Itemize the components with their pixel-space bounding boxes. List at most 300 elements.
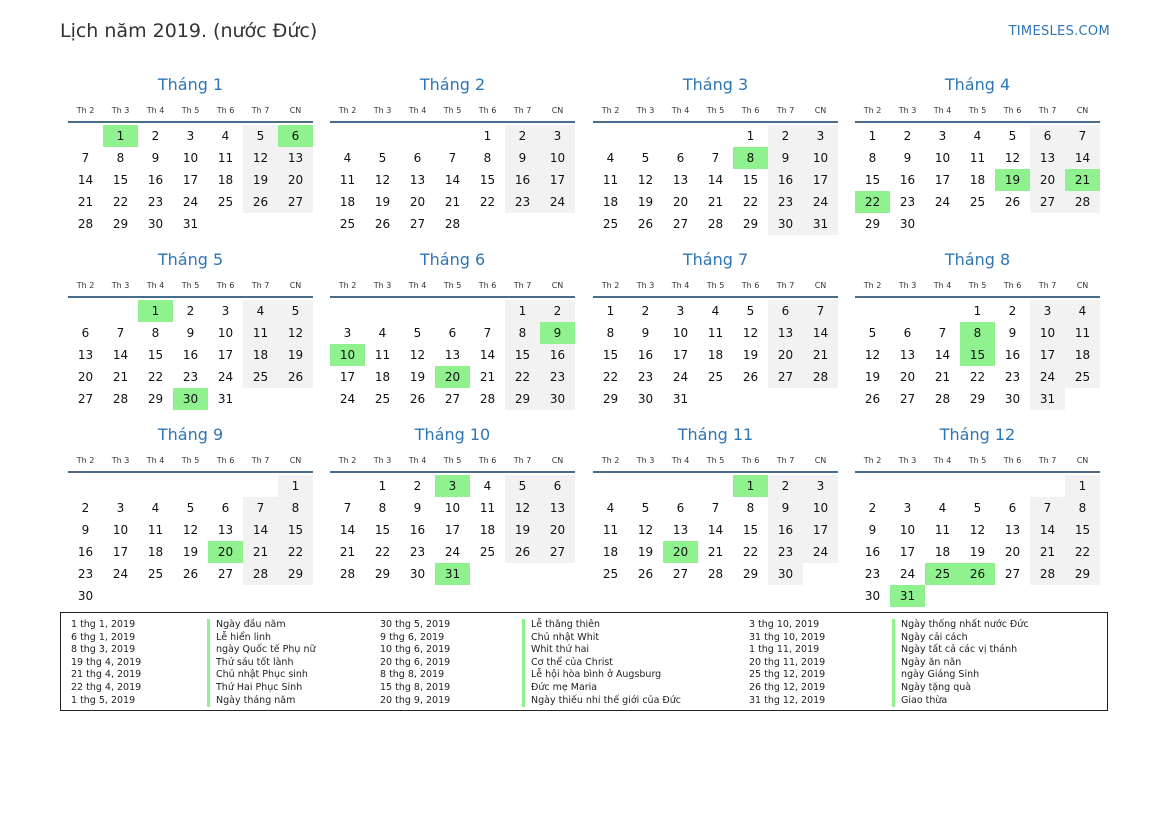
day-cell: 15 — [505, 344, 540, 366]
holiday-day-cell: 15 — [960, 344, 995, 366]
day-cell: 14 — [339, 523, 356, 537]
day-cell: 26 — [243, 191, 278, 213]
day-cell: 2 — [1008, 304, 1017, 318]
day-cell: 28 — [934, 392, 951, 406]
day-cell: 7 — [711, 501, 720, 515]
weekday-label: Th 3 — [111, 456, 130, 465]
day-cell: 6 — [221, 501, 230, 515]
day-cell: 30 — [864, 589, 881, 603]
day-cell: 22 — [278, 541, 313, 563]
day-cell: 5 — [868, 326, 877, 340]
empty-cell — [138, 475, 173, 497]
holiday-day-cell: 6 — [278, 125, 313, 147]
day-cell: 3 — [676, 304, 685, 318]
empty-cell — [628, 475, 663, 497]
day-cell: 22 — [505, 366, 540, 388]
day-cell: 17 — [672, 348, 689, 362]
day-cell: 2 — [903, 129, 912, 143]
day-cell: 29 — [742, 567, 759, 581]
day-cell: 22 — [742, 195, 759, 209]
day-cell: 3 — [221, 304, 230, 318]
day-cell: 4 — [483, 479, 492, 493]
day-cell: 24 — [112, 567, 129, 581]
empty-cell — [470, 300, 505, 322]
day-cell: 29 — [969, 392, 986, 406]
weekday-label: Th 7 — [776, 106, 795, 115]
day-cell: 13 — [444, 348, 461, 362]
day-cell: 10 — [217, 326, 234, 340]
weekday-label: Th 5 — [181, 456, 200, 465]
empty-cell — [68, 300, 103, 322]
weekday-label: CN — [551, 106, 564, 115]
day-cell: 12 — [505, 497, 540, 519]
day-cell: 2 — [540, 300, 575, 322]
legend-holiday-name: ngày Quốc tế Phụ nữ — [207, 644, 316, 657]
day-cell: 24 — [899, 567, 916, 581]
empty-cell — [68, 475, 103, 497]
page-title: Lịch năm 2019. (nước Đức) — [60, 20, 318, 42]
legend-date-column — [71, 619, 141, 707]
day-cell: 24 — [803, 191, 838, 213]
month-calendar — [855, 423, 1100, 607]
day-cell: 9 — [903, 151, 912, 165]
day-cell: 16 — [768, 519, 803, 541]
day-cell: 14 — [243, 519, 278, 541]
holiday-day-cell: 3 — [435, 475, 470, 497]
weekday-label: Th 5 — [443, 106, 462, 115]
legend-holiday-name: Lễ hội hòa bình ở Augsburg — [522, 669, 681, 682]
day-cell: 30 — [899, 217, 916, 231]
day-cell: 24 — [540, 191, 575, 213]
day-cell: 18 — [1065, 344, 1100, 366]
day-cell: 1 — [868, 129, 877, 143]
day-cell: 5 — [186, 501, 195, 515]
legend-holiday-name: Ngày tất cả các vị thánh — [892, 644, 1029, 657]
day-cell: 27 — [278, 191, 313, 213]
empty-cell — [208, 475, 243, 497]
day-cell: 23 — [409, 545, 426, 559]
day-cell: 23 — [182, 370, 199, 384]
empty-cell — [925, 300, 960, 322]
day-grid — [330, 125, 575, 235]
weekday-header — [330, 101, 575, 123]
day-cell: 10 — [540, 147, 575, 169]
day-cell: 9 — [1008, 326, 1017, 340]
day-cell: 25 — [969, 195, 986, 209]
day-cell: 25 — [602, 567, 619, 581]
empty-cell — [435, 300, 470, 322]
day-cell: 18 — [374, 370, 391, 384]
day-cell: 19 — [243, 169, 278, 191]
day-cell: 29 — [112, 217, 129, 231]
brand-link[interactable]: TIMESLES.COM — [1008, 24, 1110, 39]
day-grid — [68, 125, 313, 235]
month-calendar — [855, 248, 1100, 410]
weekday-label: Th 5 — [968, 106, 987, 115]
month-name: Tháng 8 — [944, 250, 1011, 269]
day-cell: 9 — [641, 326, 650, 340]
weekday-label: Th 7 — [251, 456, 270, 465]
day-cell: 22 — [742, 545, 759, 559]
day-cell: 29 — [278, 563, 313, 585]
weekday-label: Th 5 — [181, 281, 200, 290]
empty-cell — [890, 300, 925, 322]
day-cell: 21 — [243, 541, 278, 563]
legend-date-column — [749, 619, 825, 707]
weekday-label: Th 5 — [443, 281, 462, 290]
day-cell: 4 — [221, 129, 230, 143]
weekday-header — [68, 276, 313, 298]
weekday-label: Th 7 — [513, 106, 532, 115]
day-cell: 9 — [151, 151, 160, 165]
weekday-label: Th 2 — [601, 106, 620, 115]
day-cell: 19 — [969, 545, 986, 559]
day-cell: 10 — [112, 523, 129, 537]
legend-date: 10 thg 6, 2019 — [380, 644, 451, 656]
day-cell: 11 — [1065, 322, 1100, 344]
weekday-header — [330, 276, 575, 298]
day-cell: 11 — [602, 173, 619, 187]
day-cell: 26 — [409, 392, 426, 406]
legend-date: 25 thg 12, 2019 — [749, 669, 826, 681]
day-cell: 15 — [742, 173, 759, 187]
day-cell: 3 — [903, 501, 912, 515]
day-cell: 16 — [77, 545, 94, 559]
weekday-label: Th 3 — [898, 456, 917, 465]
weekday-label: CN — [814, 281, 827, 290]
legend-date: 9 thg 6, 2019 — [380, 631, 445, 643]
legend-date: 8 thg 8, 2019 — [380, 669, 445, 681]
empty-cell — [330, 475, 365, 497]
day-cell: 26 — [1004, 195, 1021, 209]
day-cell: 8 — [151, 326, 160, 340]
weekday-label: Th 3 — [111, 106, 130, 115]
weekday-header — [68, 451, 313, 473]
day-cell: 19 — [742, 348, 759, 362]
day-cell: 28 — [479, 392, 496, 406]
day-cell: 7 — [343, 501, 352, 515]
day-cell: 13 — [1004, 523, 1021, 537]
legend-holiday-name: Lễ hiển linh — [207, 632, 316, 645]
day-cell: 27 — [77, 392, 94, 406]
day-cell: 5 — [641, 501, 650, 515]
legend-date: 3 thg 10, 2019 — [749, 619, 820, 630]
month-name: Tháng 12 — [939, 425, 1016, 444]
holiday-day-cell: 30 — [173, 388, 208, 410]
day-cell: 23 — [768, 191, 803, 213]
day-cell: 5 — [641, 151, 650, 165]
day-cell: 4 — [606, 501, 615, 515]
day-cell: 14 — [803, 322, 838, 344]
day-cell: 26 — [637, 567, 654, 581]
legend-date: 30 thg 5, 2019 — [380, 619, 451, 630]
empty-cell — [68, 125, 103, 147]
weekday-label: Th 3 — [636, 281, 655, 290]
weekday-label: CN — [814, 106, 827, 115]
empty-cell — [365, 300, 400, 322]
day-cell: 4 — [1065, 300, 1100, 322]
empty-cell — [925, 475, 960, 497]
empty-cell — [173, 475, 208, 497]
holiday-day-cell: 22 — [855, 191, 890, 213]
month-calendar — [68, 248, 313, 410]
day-cell: 16 — [637, 348, 654, 362]
empty-cell — [400, 125, 435, 147]
day-cell: 7 — [711, 151, 720, 165]
day-cell: 7 — [448, 151, 457, 165]
day-cell: 20 — [77, 370, 94, 384]
weekday-label: Th 3 — [111, 281, 130, 290]
day-grid — [593, 125, 838, 235]
day-cell: 8 — [278, 497, 313, 519]
legend-holiday-name: Ngày ăn năn — [892, 657, 1029, 670]
legend-holiday-name: Đức mẹ Maria — [522, 682, 681, 695]
weekday-label: Th 5 — [181, 106, 200, 115]
weekday-label: Th 4 — [408, 456, 427, 465]
day-cell: 18 — [479, 523, 496, 537]
holiday-legend — [60, 612, 1108, 711]
day-cell: 9 — [768, 497, 803, 519]
holiday-day-cell: 19 — [995, 169, 1030, 191]
month-name: Tháng 1 — [157, 75, 224, 94]
weekday-label: CN — [814, 456, 827, 465]
day-cell: 10 — [803, 497, 838, 519]
weekday-label: Th 4 — [146, 456, 165, 465]
day-cell: 6 — [676, 151, 685, 165]
day-cell: 3 — [803, 125, 838, 147]
day-cell: 15 — [602, 348, 619, 362]
day-cell: 18 — [934, 545, 951, 559]
month-calendar — [68, 73, 313, 235]
holiday-day-cell: 20 — [208, 541, 243, 563]
day-cell: 20 — [409, 195, 426, 209]
day-cell: 16 — [540, 344, 575, 366]
weekday-label: Th 6 — [216, 456, 235, 465]
day-cell: 8 — [606, 326, 615, 340]
weekday-label: Th 2 — [863, 456, 882, 465]
day-cell: 25 — [374, 392, 391, 406]
day-cell: 6 — [768, 300, 803, 322]
day-cell: 5 — [1008, 129, 1017, 143]
day-cell: 17 — [899, 545, 916, 559]
weekday-label: Th 6 — [741, 281, 760, 290]
day-cell: 10 — [672, 326, 689, 340]
day-grid — [593, 475, 838, 585]
day-cell: 2 — [641, 304, 650, 318]
weekday-label: Th 2 — [338, 456, 357, 465]
day-cell: 31 — [217, 392, 234, 406]
day-cell: 29 — [374, 567, 391, 581]
day-cell: 13 — [217, 523, 234, 537]
day-cell: 21 — [707, 545, 724, 559]
month-calendar — [330, 73, 575, 235]
month-calendar — [593, 73, 838, 235]
day-cell: 10 — [899, 523, 916, 537]
day-grid — [855, 475, 1100, 607]
day-grid — [330, 300, 575, 410]
day-cell: 10 — [1030, 322, 1065, 344]
weekday-label: Th 6 — [741, 456, 760, 465]
empty-cell — [960, 475, 995, 497]
weekday-label: Th 7 — [776, 281, 795, 290]
month-calendar — [855, 73, 1100, 235]
day-cell: 27 — [1030, 191, 1065, 213]
day-cell: 26 — [278, 366, 313, 388]
day-cell: 20 — [278, 169, 313, 191]
day-cell: 6 — [81, 326, 90, 340]
day-cell: 23 — [77, 567, 94, 581]
day-cell: 7 — [1065, 125, 1100, 147]
day-cell: 15 — [1065, 519, 1100, 541]
day-cell: 21 — [112, 370, 129, 384]
day-cell: 27 — [768, 366, 803, 388]
day-cell: 19 — [637, 195, 654, 209]
day-cell: 12 — [637, 523, 654, 537]
day-cell: 8 — [1065, 497, 1100, 519]
day-cell: 21 — [77, 195, 94, 209]
day-cell: 24 — [339, 392, 356, 406]
month-name: Tháng 7 — [682, 250, 749, 269]
day-cell: 28 — [243, 563, 278, 585]
legend-date-column — [380, 619, 450, 707]
day-cell: 4 — [243, 300, 278, 322]
weekday-label: Th 7 — [1038, 281, 1057, 290]
day-cell: 11 — [339, 173, 356, 187]
empty-cell — [1030, 475, 1065, 497]
day-cell: 28 — [707, 567, 724, 581]
empty-cell — [365, 125, 400, 147]
day-cell: 12 — [182, 523, 199, 537]
day-cell: 3 — [803, 475, 838, 497]
day-cell: 31 — [1030, 388, 1065, 410]
day-grid — [855, 125, 1100, 235]
legend-holiday-name: Thứ Hai Phục Sinh — [207, 682, 316, 695]
day-cell: 16 — [899, 173, 916, 187]
day-cell: 26 — [637, 217, 654, 231]
day-cell: 25 — [339, 217, 356, 231]
weekday-label: Th 5 — [968, 456, 987, 465]
empty-cell — [593, 125, 628, 147]
weekday-label: CN — [551, 281, 564, 290]
day-cell: 13 — [899, 348, 916, 362]
weekday-label: Th 5 — [706, 281, 725, 290]
day-cell: 10 — [182, 151, 199, 165]
weekday-label: Th 5 — [706, 456, 725, 465]
empty-cell — [400, 300, 435, 322]
weekday-label: Th 4 — [146, 106, 165, 115]
legend-date: 26 thg 12, 2019 — [749, 681, 826, 693]
day-cell: 28 — [112, 392, 129, 406]
day-cell: 27 — [409, 217, 426, 231]
weekday-label: Th 6 — [1003, 106, 1022, 115]
day-cell: 15 — [479, 173, 496, 187]
legend-date: 8 thg 3, 2019 — [71, 644, 136, 656]
day-cell: 27 — [540, 541, 575, 563]
day-cell: 18 — [602, 545, 619, 559]
weekday-label: Th 2 — [76, 106, 95, 115]
day-cell: 19 — [637, 545, 654, 559]
month-name: Tháng 2 — [419, 75, 486, 94]
legend-holiday-name: Thứ sáu tốt lành — [207, 657, 316, 670]
day-cell: 4 — [151, 501, 160, 515]
weekday-label: Th 3 — [373, 456, 392, 465]
day-cell: 31 — [803, 213, 838, 235]
day-grid — [593, 300, 838, 410]
day-cell: 11 — [602, 523, 619, 537]
empty-cell — [890, 475, 925, 497]
legend-date: 1 thg 1, 2019 — [71, 619, 136, 630]
day-cell: 6 — [448, 326, 457, 340]
day-cell: 29 — [864, 217, 881, 231]
day-cell: 17 — [182, 173, 199, 187]
weekday-label: CN — [289, 281, 302, 290]
day-cell: 22 — [479, 195, 496, 209]
weekday-label: Th 4 — [933, 281, 952, 290]
day-cell: 9 — [186, 326, 195, 340]
weekday-label: Th 2 — [338, 281, 357, 290]
month-name: Tháng 6 — [419, 250, 486, 269]
day-cell: 2 — [505, 125, 540, 147]
weekday-label: CN — [1076, 106, 1089, 115]
weekday-label: Th 5 — [443, 456, 462, 465]
day-cell: 8 — [868, 151, 877, 165]
day-cell: 12 — [278, 322, 313, 344]
day-cell: 30 — [147, 217, 164, 231]
day-cell: 27 — [444, 392, 461, 406]
day-cell: 26 — [182, 567, 199, 581]
weekday-label: Th 3 — [636, 456, 655, 465]
day-cell: 11 — [934, 523, 951, 537]
weekday-label: Th 2 — [863, 281, 882, 290]
day-grid — [68, 300, 313, 410]
day-cell: 2 — [151, 129, 160, 143]
holiday-day-cell: 1 — [733, 475, 768, 497]
weekday-label: Th 4 — [146, 281, 165, 290]
weekday-label: Th 6 — [478, 456, 497, 465]
weekday-label: CN — [551, 456, 564, 465]
day-cell: 3 — [343, 326, 352, 340]
day-cell: 4 — [378, 326, 387, 340]
weekday-label: Th 4 — [408, 106, 427, 115]
day-cell: 9 — [505, 147, 540, 169]
day-cell: 5 — [505, 475, 540, 497]
month-name: Tháng 9 — [157, 425, 224, 444]
day-cell: 11 — [374, 348, 391, 362]
weekday-header — [68, 101, 313, 123]
day-cell: 24 — [217, 370, 234, 384]
day-cell: 22 — [112, 195, 129, 209]
day-cell: 27 — [899, 392, 916, 406]
day-cell: 15 — [742, 523, 759, 537]
day-cell: 17 — [339, 370, 356, 384]
legend-date: 22 thg 4, 2019 — [71, 681, 142, 693]
day-cell: 24 — [803, 541, 838, 563]
day-cell: 1 — [973, 304, 982, 318]
day-cell: 25 — [707, 370, 724, 384]
day-cell: 11 — [147, 523, 164, 537]
day-cell: 25 — [243, 366, 278, 388]
day-cell: 1 — [278, 475, 313, 497]
day-cell: 29 — [147, 392, 164, 406]
day-cell: 29 — [1065, 563, 1100, 585]
holiday-day-cell: 8 — [733, 147, 768, 169]
legend-holiday-name: Chủ nhật Phục sinh — [207, 669, 316, 682]
day-cell: 27 — [1004, 567, 1021, 581]
day-cell: 4 — [606, 151, 615, 165]
holiday-day-cell: 20 — [663, 541, 698, 563]
day-cell: 3 — [116, 501, 125, 515]
day-cell: 6 — [903, 326, 912, 340]
